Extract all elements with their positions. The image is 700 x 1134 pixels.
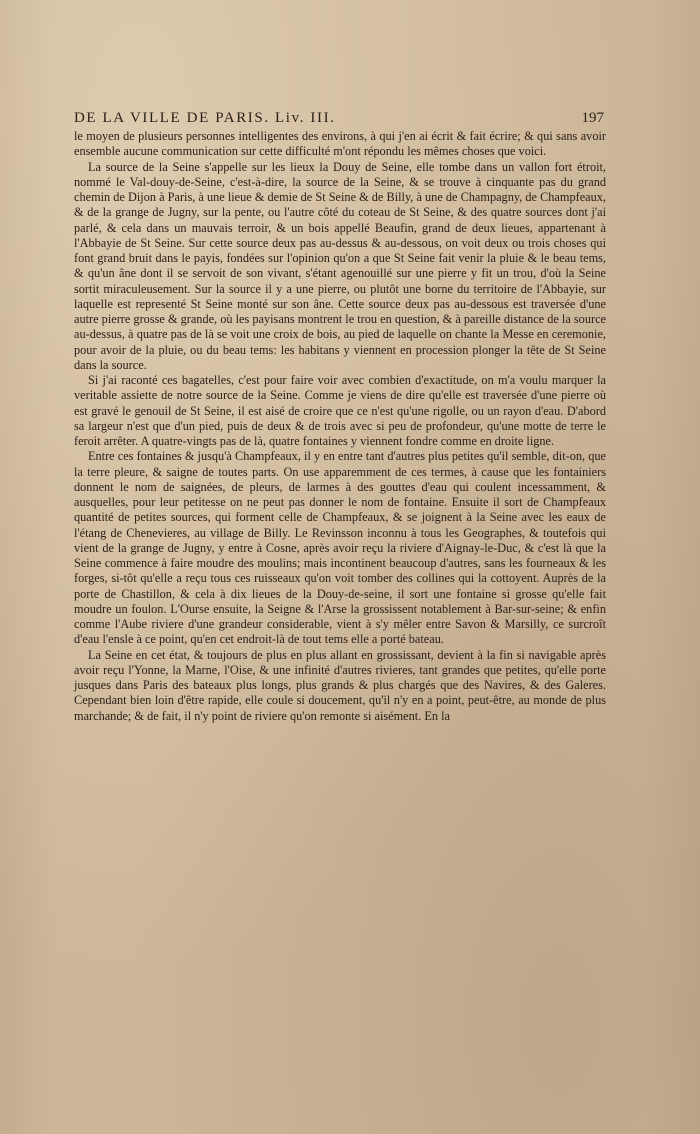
paragraph-source-of-seine: La source de la Seine s'appelle sur les lieux la Douy de Seine, elle tombe dans un vallon fort étroit, nommé le Val-douy-de-Seine, c'est-à-dire, la source de la Seine, & se trouve à cinquante pas du grand chemin de Dijon à Paris, à une lieue & demie de St Seine & de Billy, à une de Champagny, de Champfeaux, & de la grange de Jugny, sur la pente, ou l'autre côté du coteau de St Seine, & des quatre sources dont j'ai parlé, & cela dans un mauvais terroir, & un bois appellé Beaufin, grand de deux lieues, appartenant à l'Abbayie de St Seine. Sur cette source deux pas au-dessus & au-dessous, on voit deux ou trois choses qui font grand bruit dans le payis, fondées sur l'opinion qu'on a que St Seine fait venir la pluie & le beau tems, & qu'un âne dont il se servoit de son vivant, s'étant agenouillé sur une pierre y fit un trou, d'où la Seine sortit miraculeusement. Sur la source il y a une pierre, ou plutôt une borne du territoire de l'Abbayie, sur laquelle est representé St Seine monté sur son âne. Cette source deux pas au-dessous est traversée d'une autre pierre grosse & grande, où les payisans montrent le trou en question, & à pareille distance de la source au-dessus, à quatre pas de là se voit une croix de bois, au pied de laquelle on chante la Messe en ceremonie, pour avoir de la pluie, ou du beau tems: les habitans y viennent en procession plonger la tête de St Seine dans la source. (74, 159, 606, 372)
page-number: 197 (581, 110, 604, 126)
running-head (74, 110, 604, 130)
paragraph-tributaries: Entre ces fontaines & jusqu'à Champfeaux, il y en entre tant d'autres plus petites qu'il semble, dit-on, que la terre pleure, & saigne de toutes parts. On use apparemment de ces termes, à cause que les fontainiers donnent le nom de saignées, de pleurs, de larmes à des gouttes d'eau qui coulent incessamment, & ausquelles, pour leur petitesse on ne peut pas donner le nom de fontaine. Ensuite il sort de Champfeaux quantité de petites sources, qui forment celle de Champfeaux, & se joignent à la Seine avec les eaux de l'étang de Chenevieres, au village de Billy. Le Revinsson inconnu à tous les Geographes, & toutefois qui vient de la grange de Jugny, y entre à Cosne, après avoir reçu la riviere d'Aignay-le-Duc, & c'est là que la Seine commence à faire moudre des moulins; mais incontinent beaucoup d'autres, sans les fourneaux & les forges, si-tôt qu'elle a reçu tous ces ruisseaux qu'on voit tomber des collines qui la cottoyent. Auprès de la porte de Chastillon, & cela à dix lieues de la Douy-de-seine, il sort une fontaine si grosse qu'elle fait moudre un foulon. L'Ourse ensuite, la Seigne & l'Arse la grossissent notablement à Bar-sur-seine; & enfin comme l'Aube riviere d'une grandeur considerable, vient à s'y mêler entre Savon & Marsilly, ce surcroît d'eau l'ensle à ce point, qu'en cet endroit-là de tout tems elle a porté bateau. (74, 449, 606, 647)
paragraph-continuation: le moyen de plusieurs personnes intelligentes des environs, à qui j'en ai écrit & fait écrire; & qui sans avoir ensemble aucune communication sur cette difficulté m'ont répondu les mêmes choses que voici. (74, 129, 606, 159)
body-text (74, 129, 606, 724)
paragraph-exactitude: Si j'ai raconté ces bagatelles, c'est pour faire voir avec combien d'exactitude, on m'a voulu marquer la veritable assiette de notre source de la Seine. Comme je viens de dire qu'elle est traversée d'une pierre où est gravé le genouil de St Seine, il est aisé de croire que ce n'est qu'une rigolle, ou un rayon d'eau. D'abord sa largeur n'est que d'un pied, puis de deux & de trois avec si peu de profondeur, qu'une motte de terre le feroit arrêter. A quatre-vingts pas de là, quatre fontaines y viennent fondre comme en droite ligne. (74, 373, 606, 448)
running-head-title: DE LA VILLE DE PARIS. Liv. III. (74, 110, 336, 126)
paragraph-navigable: La Seine en cet état, & toujours de plus en plus allant en grossissant, devient à la fin si navigable après avoir reçu l'Yonne, la Marne, l'Oise, & une infinité d'autres rivieres, tant grandes que petites, qu'elle porte jusques dans Paris des bateaux plus longs, plus grands & plus chargés que des Navires, & des Galeres. Cependant bien loin d'être rapide, elle coule si doucement, qu'il n'y en a point, peut-être, au monde de plus marchande; & de fait, il n'y point de riviere qu'on remonte si aisément. En la (74, 647, 606, 723)
